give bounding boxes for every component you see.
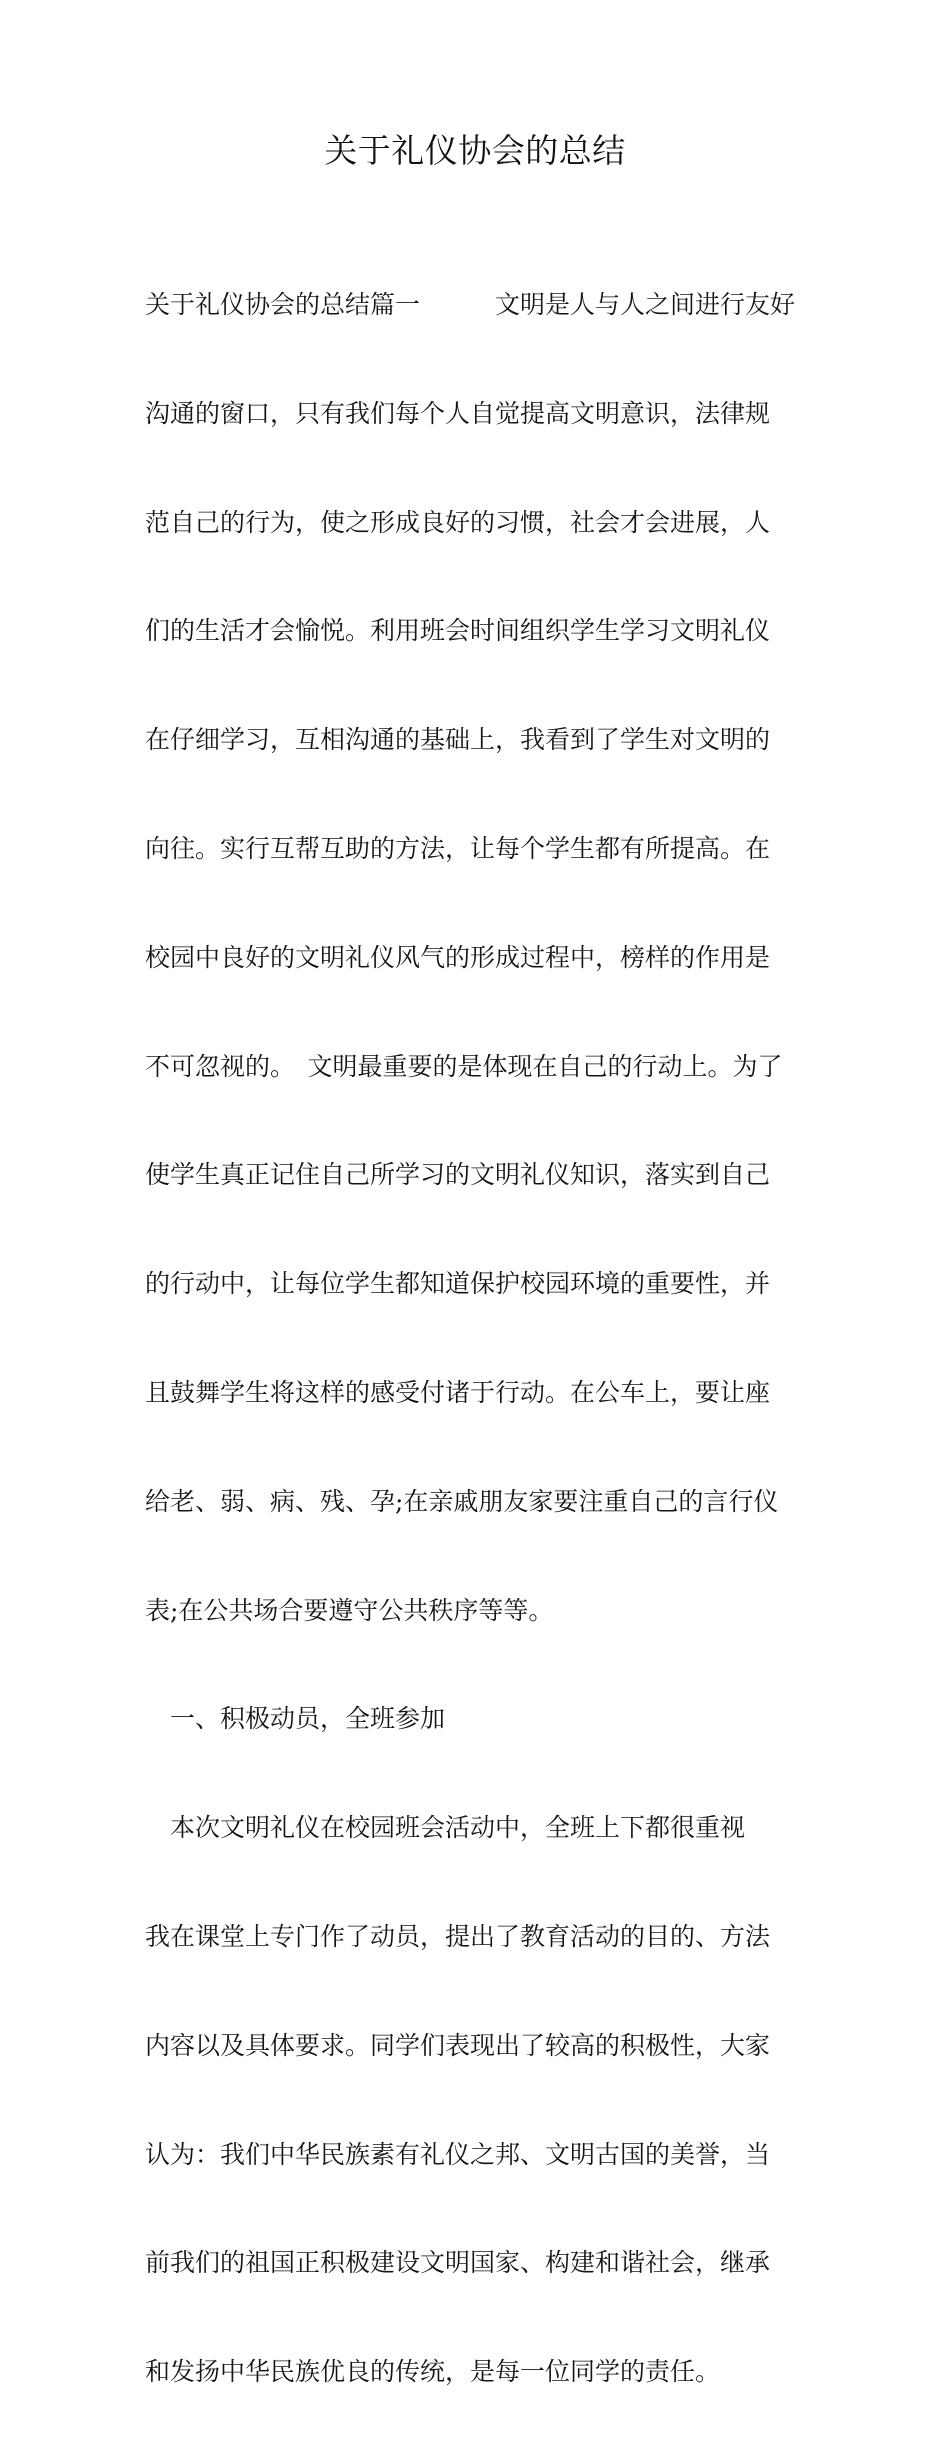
text-line: 表;在公共场合要遵守公共秩序等等。 [145, 1595, 554, 1625]
section-heading: 一、积极动员，全班参加 [145, 1704, 446, 1734]
text-line: 们的生活才会愉悦。利用班会时间组织学生学习文明礼仪 [145, 616, 771, 646]
text-line: 范自己的行为，使之形成良好的习惯，社会才会进展，人 [145, 507, 771, 537]
text-line: 关于礼仪协会的总结篇一 文明是人与人之间进行友好 [145, 290, 796, 319]
text-line: 在仔细学习，互相沟通的基础上，我看到了学生对文明的 [145, 725, 771, 755]
document-body [145, 222, 810, 2456]
text-line: 不可忽视的。 文明最重要的是体现在自己的行动上。为了 [145, 1051, 783, 1081]
text-line: 我在课堂上专门作了动员，提出了教育活动的目的、方法 [145, 1921, 771, 1951]
text-line: 本次文明礼仪在校园班会活动中，全班上下都很重视 [145, 1813, 746, 1843]
text-line: 校园中良好的文明礼仪风气的形成过程中，榜样的作用是 [145, 942, 771, 972]
text-line: 且鼓舞学生将这样的感受付诸于行动。在公车上，要让座 [145, 1377, 771, 1407]
text-line: 和发扬中华民族优良的传统，是每一位同学的责任。 [145, 2357, 721, 2387]
text-line: 内容以及具体要求。同学们表现出了较高的积极性，大家 [145, 2030, 771, 2060]
text-line: 前我们的祖国正积极建设文明国家、构建和谐社会，继承 [145, 2248, 771, 2278]
text-line: 认为：我们中华民族素有礼仪之邦、文明古国的美誉，当 [145, 2139, 771, 2169]
text-line: 给老、弱、病、残、孕;在亲戚朋友家要注重自己的言行仪 [145, 1486, 779, 1516]
text-line: 向往。实行互帮互助的方法，让每个学生都有所提高。在 [145, 833, 771, 863]
text-line: 的行动中，让每位学生都知道保护校园环境的重要性，并 [145, 1269, 771, 1299]
document-title: 关于礼仪协会的总结 [324, 131, 626, 170]
text-line: 沟通的窗口，只有我们每个人自觉提高文明意识，法律规 [145, 398, 771, 428]
text-line: 使学生真正记住自己所学习的文明礼仪知识，落实到自己 [145, 1160, 771, 1190]
